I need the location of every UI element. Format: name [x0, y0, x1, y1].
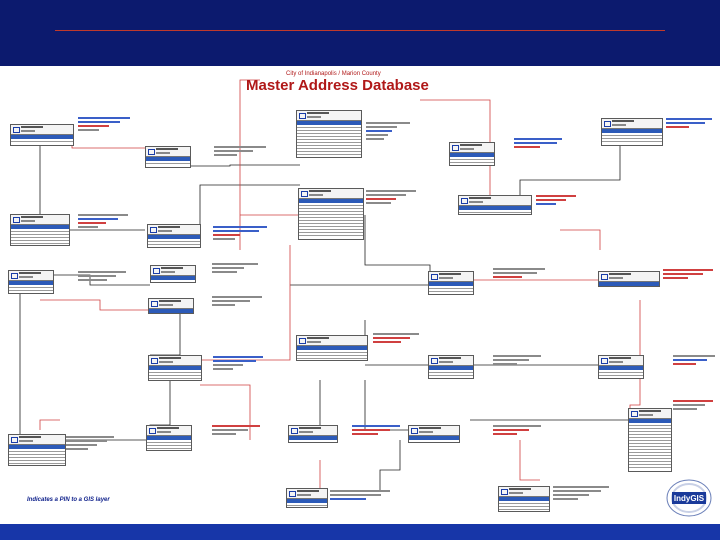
table-icon	[9, 435, 65, 445]
annotation	[213, 356, 263, 372]
annotation	[663, 269, 713, 281]
entity-table	[286, 488, 328, 508]
annotation	[212, 296, 262, 308]
annotation	[514, 138, 562, 150]
entity-table	[288, 425, 338, 443]
table-icon	[599, 272, 659, 282]
entity-table	[298, 188, 364, 240]
entity-table	[428, 355, 474, 379]
annotation	[78, 214, 128, 230]
table-icon	[11, 125, 73, 135]
subtitle: City of Indianapolis / Marion County	[286, 71, 381, 77]
legend-note: Indicates a PIN to a GIS layer	[27, 497, 110, 503]
entity-table	[458, 195, 532, 215]
entity-table	[628, 408, 672, 472]
annotation	[493, 425, 541, 437]
annotation	[493, 268, 545, 280]
annotation	[493, 355, 541, 367]
table-icon	[9, 271, 53, 281]
entity-table	[8, 434, 66, 466]
annotation	[330, 490, 390, 502]
annotation	[373, 333, 419, 345]
table-icon	[299, 189, 363, 199]
entity-table	[150, 265, 196, 283]
diagram-title: Master Address Database	[246, 77, 429, 94]
entity-table	[148, 298, 194, 314]
entity-table	[10, 214, 70, 246]
logo-text: IndyGIS	[673, 494, 705, 503]
annotation	[352, 425, 400, 437]
annotation	[214, 146, 266, 158]
entity-table	[146, 425, 192, 451]
table-icon	[147, 426, 191, 436]
table-icon	[629, 409, 671, 419]
table-icon	[450, 143, 494, 153]
table-icon	[599, 356, 643, 366]
table-icon	[499, 487, 549, 497]
annotation	[213, 226, 267, 242]
table-icon	[429, 356, 473, 366]
annotation	[666, 118, 712, 130]
entity-table	[296, 110, 362, 158]
table-icon	[148, 225, 200, 235]
table-icon	[146, 147, 190, 157]
annotation	[673, 355, 715, 367]
entity-table	[601, 118, 663, 146]
entity-table	[8, 270, 54, 294]
entity-table	[10, 124, 74, 146]
entity-table	[598, 355, 644, 379]
table-icon	[151, 266, 195, 276]
annotation	[366, 122, 410, 142]
annotation	[78, 271, 126, 283]
annotation	[78, 117, 130, 133]
annotation	[366, 190, 416, 206]
entity-table	[408, 425, 460, 443]
table-icon	[409, 426, 459, 436]
entity-table	[148, 355, 202, 381]
table-icon	[149, 299, 193, 309]
annotation	[536, 195, 576, 207]
entity-table	[498, 486, 550, 512]
indygis-logo-icon	[664, 478, 714, 518]
entity-table	[147, 224, 201, 248]
annotation	[553, 486, 609, 502]
entity-table	[598, 271, 660, 287]
entity-table	[428, 271, 474, 295]
table-icon	[149, 356, 201, 366]
table-icon	[289, 426, 337, 436]
footer-band	[0, 524, 720, 540]
table-icon	[602, 119, 662, 129]
table-icon	[297, 111, 361, 121]
table-icon	[459, 196, 531, 206]
entity-table	[449, 142, 495, 166]
annotation	[212, 425, 260, 437]
entity-table	[145, 146, 191, 168]
annotation	[212, 263, 258, 275]
table-icon	[287, 489, 327, 499]
annotation	[673, 400, 713, 412]
annotation	[66, 436, 114, 452]
table-icon	[11, 215, 69, 225]
table-icon	[297, 336, 367, 346]
entity-table	[296, 335, 368, 361]
table-icon	[429, 272, 473, 282]
